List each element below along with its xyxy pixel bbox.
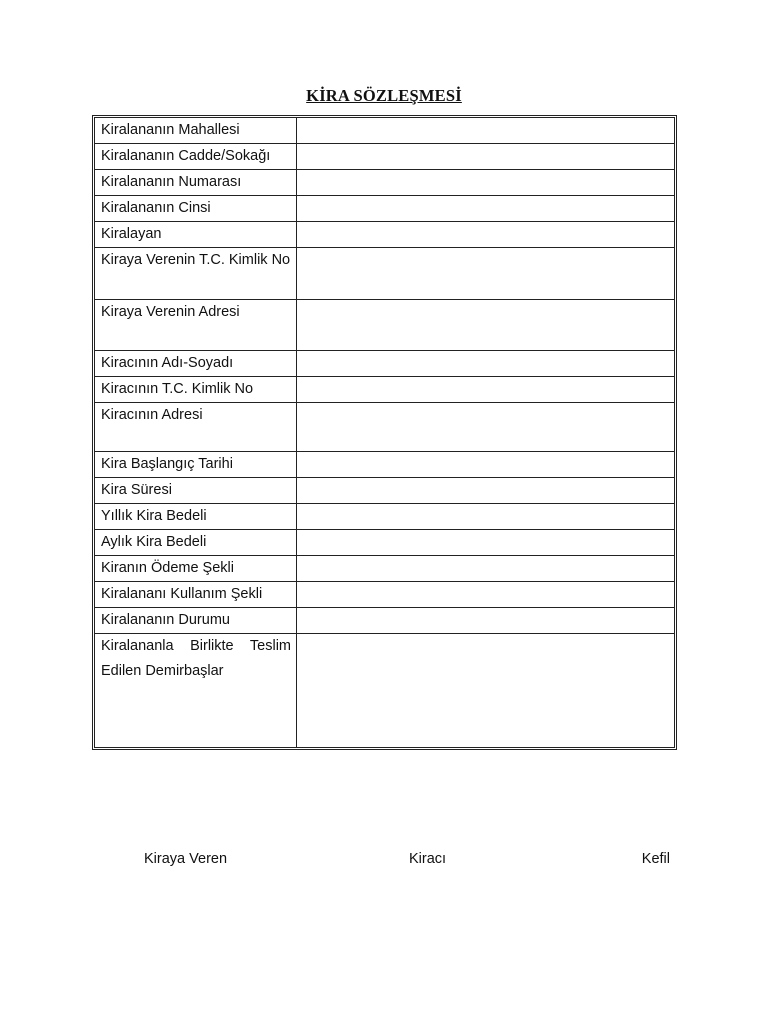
table-row <box>95 144 674 170</box>
row-value-odeme-sekli[interactable] <box>297 556 674 581</box>
table-row <box>95 351 674 377</box>
row-label-kiraya-veren-tc: Kiraya Verenin T.C. Kimlik No <box>95 248 297 299</box>
row-value-durumu[interactable] <box>297 608 674 633</box>
row-value-cadde-sokak[interactable] <box>297 144 674 169</box>
table-row <box>95 222 674 248</box>
row-label-odeme-sekli: Kiranın Ödeme Şekli <box>95 556 297 581</box>
signature-guarantor: Kefil <box>641 851 670 867</box>
row-value-cinsi[interactable] <box>297 196 674 221</box>
row-label-cinsi: Kiralananın Cinsi <box>95 196 297 221</box>
table-row <box>95 248 674 300</box>
table-row <box>95 530 674 556</box>
row-label-cadde-sokak: Kiralananın Cadde/Sokağı <box>95 144 297 169</box>
row-value-kiralayan[interactable] <box>297 222 674 247</box>
row-label-kiraya-veren-adres: Kiraya Verenin Adresi <box>95 300 297 350</box>
row-value-demirbaslar[interactable] <box>297 634 674 747</box>
signature-section <box>0 851 768 871</box>
table-row <box>95 300 674 351</box>
table-row <box>95 377 674 403</box>
rental-info-table <box>92 115 677 750</box>
document-title: KİRA SÖZLEŞMESİ <box>306 86 462 105</box>
table-row <box>95 452 674 478</box>
table-row <box>95 196 674 222</box>
row-value-kiraya-veren-adres[interactable] <box>297 300 674 350</box>
row-value-aylik-bedel[interactable] <box>297 530 674 555</box>
row-label-numara: Kiralananın Numarası <box>95 170 297 195</box>
row-value-kullanim-sekli[interactable] <box>297 582 674 607</box>
table-row <box>95 582 674 608</box>
row-label-demirbaslar: Kiralananla Birlikte Teslim Edilen Demirbaşlar <box>95 634 297 747</box>
row-label-baslangic-tarihi: Kira Başlangıç Tarihi <box>95 452 297 477</box>
row-label-kiralayan: Kiralayan <box>95 222 297 247</box>
table-row <box>95 118 674 144</box>
row-value-mahalle[interactable] <box>297 118 674 143</box>
row-value-numara[interactable] <box>297 170 674 195</box>
row-label-durumu: Kiralananın Durumu <box>95 608 297 633</box>
row-label-mahalle: Kiralananın Mahallesi <box>95 118 297 143</box>
row-label-kiraci-adres: Kiracının Adresi <box>95 403 297 451</box>
row-label-yillik-bedel: Yıllık Kira Bedeli <box>95 504 297 529</box>
row-label-kiraci-adi: Kiracının Adı-Soyadı <box>95 351 297 376</box>
signature-landlord: Kiraya Veren <box>144 851 228 867</box>
row-value-kiraci-adres[interactable] <box>297 403 674 451</box>
row-value-kiraya-veren-tc[interactable] <box>297 248 674 299</box>
table-row <box>95 170 674 196</box>
table-row <box>95 478 674 504</box>
table-row <box>95 504 674 530</box>
row-label-aylik-bedel: Aylık Kira Bedeli <box>95 530 297 555</box>
row-label-kiraci-tc: Kiracının T.C. Kimlik No <box>95 377 297 402</box>
signature-tenant: Kiracı <box>409 851 447 867</box>
row-value-kira-suresi[interactable] <box>297 478 674 503</box>
row-label-kira-suresi: Kira Süresi <box>95 478 297 503</box>
table-row <box>95 608 674 634</box>
row-value-kiraci-tc[interactable] <box>297 377 674 402</box>
row-value-yillik-bedel[interactable] <box>297 504 674 529</box>
table-row <box>95 556 674 582</box>
table-row <box>95 403 674 452</box>
table-row <box>95 634 674 747</box>
row-value-baslangic-tarihi[interactable] <box>297 452 674 477</box>
row-label-kullanim-sekli: Kiralananı Kullanım Şekli <box>95 582 297 607</box>
row-value-kiraci-adi[interactable] <box>297 351 674 376</box>
